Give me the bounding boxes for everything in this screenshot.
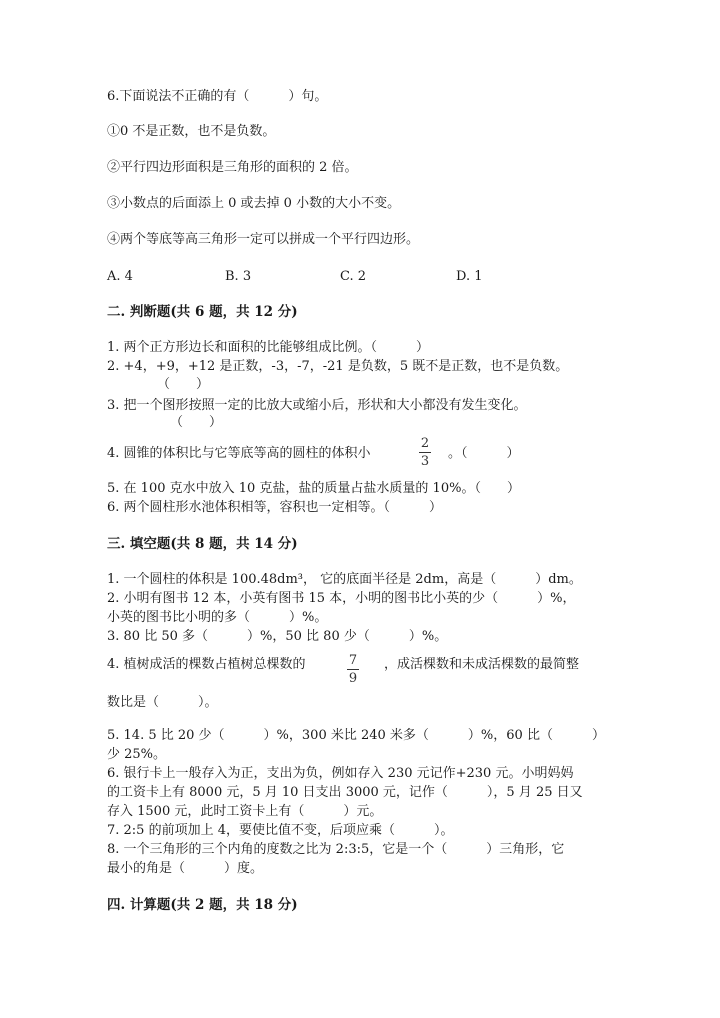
q6-statement-2: ②平行四边形面积是三角形的面积的 2 倍。 — [107, 160, 358, 175]
sec2-q4-tail: 。（ ） — [448, 446, 520, 461]
sec3-q4-line2: 数比是（ ）。 — [107, 695, 218, 710]
fraction-numerator: 7 — [348, 653, 358, 668]
sec3-q7: 7. 2:5 的前项加上 4，要使比值不变，后项应乘（ ）。 — [107, 823, 454, 838]
sec3-q1: 1. 一个圆柱的体积是 100.48dm³， 它的底面半径是 2dm，高是（ ）dm。 — [107, 572, 582, 587]
q6-option-c: C. 2 — [340, 269, 367, 284]
fraction-numerator: 2 — [420, 436, 430, 451]
sec3-q6-line2: 的工资卡上有 8000 元，5 月 10 日支出 3000 元，记作（ ），5 月 25 日又 — [107, 785, 583, 800]
sec3-q6-line1: 6. 银行卡上一般存入为正，支出为负，例如存入 230 元记作+230 元。小明妈妈 — [107, 766, 574, 781]
sec2-q4-fraction — [419, 436, 431, 469]
section-3-heading: 三. 填空题(共 8 题，共 14 分) — [107, 536, 298, 552]
fraction-bar — [419, 452, 431, 453]
sec3-q8-line1: 8. 一个三角形的三个内角的度数之比为 2:3:5，它是一个（ ）三角形，它 — [107, 842, 565, 857]
fraction-denominator: 3 — [420, 454, 430, 469]
sec3-q4-tail: ，成活棵数和未成活棵数的最简整 — [384, 657, 580, 672]
sec2-q3-line2: （ ） — [170, 415, 223, 430]
fraction-denominator: 9 — [348, 671, 358, 686]
q6-statement-1: ①0 不是正数，也不是负数。 — [107, 124, 276, 139]
sec2-q4-text: 4. 圆锥的体积比与它等底等高的圆柱的体积小 — [107, 446, 371, 461]
sec2-q1: 1. 两个正方形边长和面积的比能够组成比例。（ ） — [107, 340, 430, 355]
sec2-q2-line1: 2. +4，+9，+12 是正数，-3，-7，-21 是负数，5 既不是正数，也不是负数。 — [107, 359, 569, 374]
sec3-q5-line1: 5. 14. 5 比 20 少（ ）%，300 米比 240 米多（ ）%，60 比（ ） — [107, 728, 605, 743]
sec3-q5-line2: 少 25%。 — [107, 747, 167, 762]
sec2-q6: 6. 两个圆柱形水池体积相等，容积也一定相等。（ ） — [107, 500, 443, 515]
sec3-q2-line2: 小英的图书比小明的多（ ）%。 — [107, 610, 328, 625]
q6-stem: 6.下面说法不正确的有（ ）句。 — [107, 89, 328, 104]
sec3-q6-line3: 存入 1500 元，此时工资卡上有（ ）元。 — [107, 804, 383, 819]
sec3-q4-text: 4. 植树成活的棵数占植树总棵数的 — [107, 657, 306, 672]
sec2-q5: 5. 在 100 克水中放入 10 克盐，盐的质量占盐水质量的 10%。（ ） — [107, 481, 520, 496]
q6-statement-4: ④两个等底等高三角形一定可以拼成一个平行四边形。 — [107, 232, 420, 247]
sec2-q2-line2: （ ） — [157, 377, 210, 392]
sec3-q3: 3. 80 比 50 多（ ）%，50 比 80 少（ ）%。 — [107, 629, 448, 644]
sec3-q4-fraction — [347, 653, 359, 686]
section-4-heading: 四. 计算题(共 2 题，共 18 分) — [107, 897, 298, 913]
section-2-heading: 二. 判断题(共 6 题，共 12 分) — [107, 304, 298, 320]
sec3-q8-line2: 最小的角是（ ）度。 — [107, 861, 264, 876]
q6-option-a: A. 4 — [107, 269, 133, 284]
sec3-q2-line1: 2. 小明有图书 12 本，小英有图书 15 本，小明的图书比小英的少（ ）%， — [107, 591, 576, 606]
sec2-q3-line1: 3. 把一个图形按照一定的比放大或缩小后，形状和大小都没有发生变化。 — [107, 398, 527, 413]
q6-statement-3: ③小数点的后面添上 0 或去掉 0 小数的大小不变。 — [107, 196, 401, 211]
q6-option-b: B. 3 — [225, 269, 252, 284]
q6-option-d: D. 1 — [456, 269, 483, 284]
fraction-bar — [347, 669, 359, 670]
